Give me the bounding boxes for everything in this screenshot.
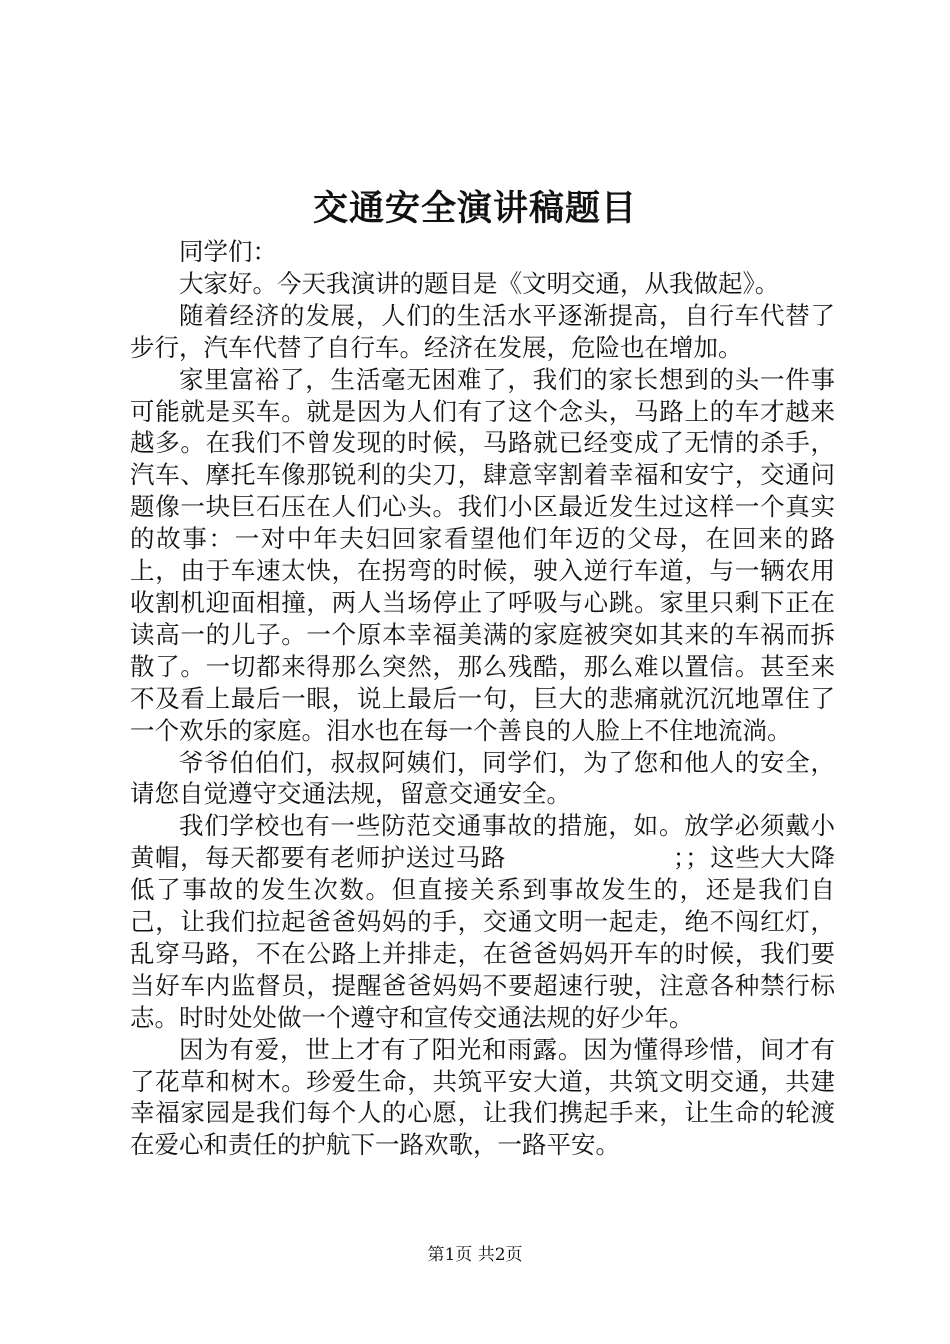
paragraph-conclusion: 因为有爱，世上才有了阳光和雨露。因为懂得珍惜，间才有了花草和树木。珍爱生命，共筑平安大道，共筑文明交通，共建幸福家园是我们每个人的心愿，让我们携起手来，让生命的轮渡在爱心和责任的护航下一路欢歌，一路平安。 — [130, 1034, 835, 1160]
page-title: 交通安全演讲稿题目 — [312, 188, 637, 229]
paragraph-school-measures: 我们学校也有一些防范交通事故的措施，如。放学必须戴小黄帽，每天都要有老师护送过马路 ；；这些大大降低了事故的发生次数。但直接关系到事故发生的，还是我们自己，让我们拉起爸爸妈妈的手，交通文明一起走，绝不闯红灯，乱穿马路，不在公路上并排走，在爸爸妈妈开车的时候，我们要当好车内监督员，提醒爸爸妈妈不要超速行驶，注意各种禁行标志。时时处处做一个遵守和宣传交通法规的好少年。 — [130, 811, 835, 1032]
paragraph-greeting: 大家好。今天我演讲的题目是《文明交通，从我做起》。 — [179, 268, 780, 298]
paragraph-story: 家里富裕了，生活毫无困难了，我们的家长想到的头一件事可能就是买车。就是因为人们有了这个念头，马路上的车才越来越多。在我们不曾发现的时候，马路就已经变成了无情的杀手，汽车、摩托车像那锐利的尖刀，肆意宰割着幸福和安宁，交通问题像一块巨石压在人们心头。我们小区最近发生过这样一个真实的故事：一对中年夫妇回家看望他们年迈的父母，在回来的路上，由于车速太快，在拐弯的时候，驶入逆行车道，与一辆农用收割机迎面相撞，两人当场停止了呼吸与心跳。家里只剩下正在读高一的儿子。一个原本幸福美满的家庭被突如其来的车祸而拆散了。一切都来得那么突然，那么残酷，那么难以置信。甚至来不及看上最后一眼，说上最后一句，巨大的悲痛就沉沉地罩住了一个欢乐的家庭。泪水也在每一个善良的人脸上不住地流淌。 — [130, 364, 835, 745]
paragraph-salutation: 同学们： — [179, 237, 277, 266]
document-body — [130, 236, 835, 1161]
paragraph-economy: 随着经济的发展，人们的生活水平逐渐提高，自行车代替了步行，汽车代替了自行车。经济在发展，危险也在增加。 — [130, 300, 835, 362]
paragraph-appeal: 爷爷伯伯们，叔叔阿姨们，同学们，为了您和他人的安全，请您自觉遵守交通法规，留意交通安全。 — [130, 747, 835, 809]
page-footer: 第1页 共2页 — [427, 1245, 523, 1265]
